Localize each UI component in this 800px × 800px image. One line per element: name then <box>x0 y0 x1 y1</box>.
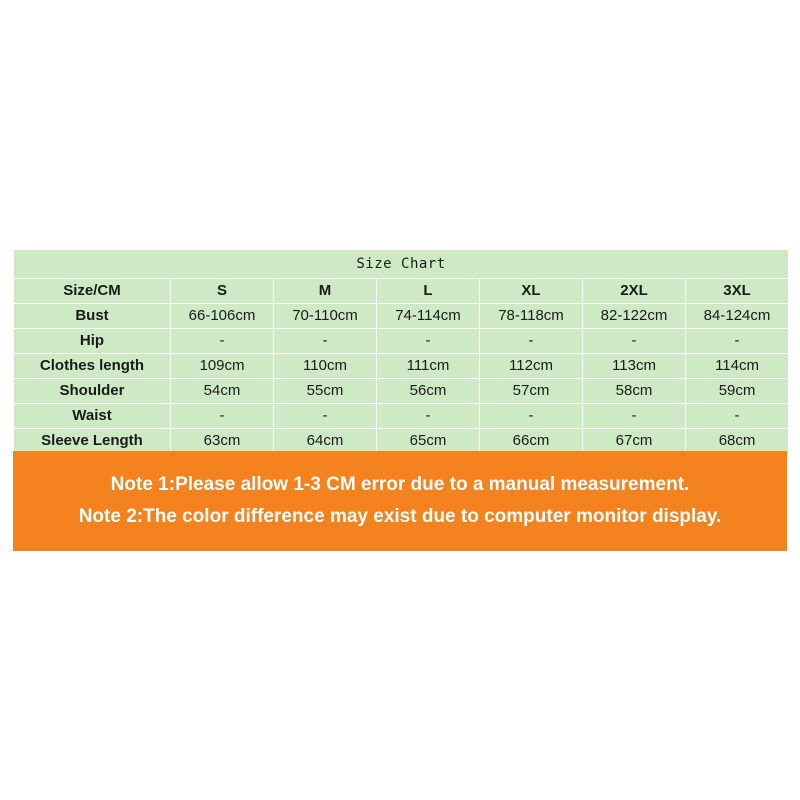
cell-shoulder-xl: 57cm <box>480 379 583 404</box>
table-row <box>14 404 789 429</box>
cell-bust-2xl: 82-122cm <box>583 304 686 329</box>
cell-shoulder-s: 54cm <box>171 379 274 404</box>
cell-clothes-length-xl: 112cm <box>480 354 583 379</box>
column-header-3xl: 3XL <box>686 279 789 304</box>
cell-shoulder-l: 56cm <box>377 379 480 404</box>
column-header-size-cm: Size/CM <box>14 279 171 304</box>
table-row <box>14 354 789 379</box>
size-chart-table-container <box>13 249 787 454</box>
cell-clothes-length-s: 109cm <box>171 354 274 379</box>
cell-clothes-length-l: 111cm <box>377 354 480 379</box>
size-chart-table <box>13 249 789 454</box>
cell-shoulder-m: 55cm <box>274 379 377 404</box>
cell-hip-l: - <box>377 329 480 354</box>
cell-bust-3xl: 84-124cm <box>686 304 789 329</box>
table-row <box>14 379 789 404</box>
row-label-hip: Hip <box>14 329 171 354</box>
cell-sleeve-length-xl: 66cm <box>480 429 583 454</box>
cell-hip-s: - <box>171 329 274 354</box>
row-label-clothes-length: Clothes length <box>14 354 171 379</box>
cell-clothes-length-2xl: 113cm <box>583 354 686 379</box>
row-label-shoulder: Shoulder <box>14 379 171 404</box>
cell-waist-xl: - <box>480 404 583 429</box>
cell-hip-3xl: - <box>686 329 789 354</box>
cell-sleeve-length-s: 63cm <box>171 429 274 454</box>
table-title-row <box>14 250 789 279</box>
table-row <box>14 329 789 354</box>
notes-banner <box>13 451 787 551</box>
cell-hip-m: - <box>274 329 377 354</box>
table-row <box>14 304 789 329</box>
column-header-m: M <box>274 279 377 304</box>
cell-bust-xl: 78-118cm <box>480 304 583 329</box>
column-header-l: L <box>377 279 480 304</box>
note-line-2: Note 2:The color difference may exist due to computer monitor display. <box>78 506 722 527</box>
cell-waist-3xl: - <box>686 404 789 429</box>
cell-hip-2xl: - <box>583 329 686 354</box>
row-label-bust: Bust <box>14 304 171 329</box>
note-line-1: Note 1:Please allow 1-3 CM error due to a manual measurement. <box>110 474 690 495</box>
cell-clothes-length-3xl: 114cm <box>686 354 789 379</box>
cell-waist-l: - <box>377 404 480 429</box>
cell-hip-xl: - <box>480 329 583 354</box>
column-header-xl: XL <box>480 279 583 304</box>
row-label-waist: Waist <box>14 404 171 429</box>
table-header-row <box>14 279 789 304</box>
cell-waist-s: - <box>171 404 274 429</box>
cell-waist-2xl: - <box>583 404 686 429</box>
cell-bust-m: 70-110cm <box>274 304 377 329</box>
table-row <box>14 429 789 454</box>
cell-sleeve-length-2xl: 67cm <box>583 429 686 454</box>
cell-waist-m: - <box>274 404 377 429</box>
column-header-s: S <box>171 279 274 304</box>
cell-sleeve-length-m: 64cm <box>274 429 377 454</box>
cell-sleeve-length-3xl: 68cm <box>686 429 789 454</box>
row-label-sleeve-length: Sleeve Length <box>14 429 171 454</box>
cell-sleeve-length-l: 65cm <box>377 429 480 454</box>
cell-bust-s: 66-106cm <box>171 304 274 329</box>
cell-bust-l: 74-114cm <box>377 304 480 329</box>
chart-title: Size Chart <box>14 250 789 279</box>
cell-shoulder-3xl: 59cm <box>686 379 789 404</box>
column-header-2xl: 2XL <box>583 279 686 304</box>
cell-clothes-length-m: 110cm <box>274 354 377 379</box>
cell-shoulder-2xl: 58cm <box>583 379 686 404</box>
